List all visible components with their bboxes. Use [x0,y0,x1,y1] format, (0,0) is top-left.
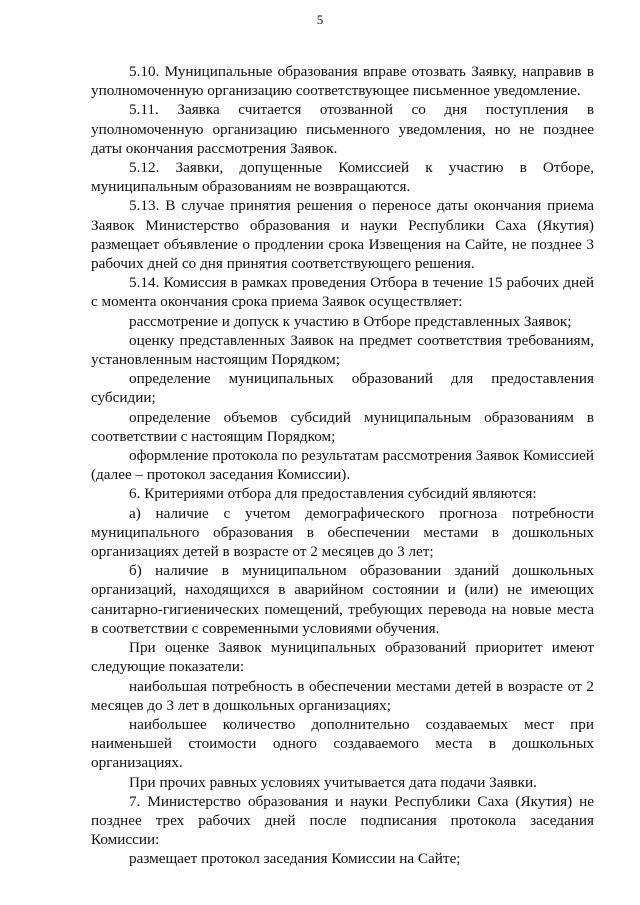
paragraph: При оценке Заявок муниципальных образований приоритет имеют следующие показатели: [91,639,594,676]
paragraph-6: 6. Критериями отбора для предоставления субсидий являются: [129,485,537,503]
list-item: оформление протокола по результатам рассмотрения Заявок Комиссией (далее – протокол заседания Комиссии). [91,447,594,484]
criterion-b: б) наличие в муниципальном образовании зданий дошкольных организаций, находящихся в аварийном состоянии и (или) не имеющих санитарно-гигиенических помещений, требующих перевода на новые места в соответствии с современными условиями обучения. [91,562,594,637]
list-item: определение объемов субсидий муниципальным образованиям в соответствии с настоящим Порядком; [91,408,594,445]
paragraph-5-11: 5.11. Заявка считается отозванной со дня поступления в уполномоченную организацию письменного уведомления, но не позднее даты окончания рассмотрения Заявок. [91,101,594,157]
paragraph-5-12: 5.12. Заявки, допущенные Комиссией к участию в Отборе, муниципальным образованиям не возвращаются. [91,159,594,196]
list-item: определение муниципальных образований для предоставления субсидии; [91,370,594,407]
list-item: размещает протокол заседания Комиссии на Сайте; [129,850,461,868]
paragraph-5-14: 5.14. Комиссия в рамках проведения Отбора в течение 15 рабочих дней с момента окончания срока приема Заявок осуществляет: [91,274,594,311]
list-item: наибольшее количество дополнительно создаваемых мест при наименьшей стоимости одного создаваемого места в дошкольных организациях. [91,715,594,772]
list-item: рассмотрение и допуск к участию в Отборе представленных Заявок; [129,312,572,330]
list-item: наибольшая потребность в обеспечении местами детей в возрасте от 2 месяцев до 3 лет в дошкольных организациях; [91,677,594,714]
paragraph-5-13: 5.13. В случае принятия решения о переносе даты окончания приема Заявок Министерство образования и науки Республики Саха (Якутия) размещает объявление о продлении срока Извещения на Сайте, не позднее 3 рабочих дней со дня принятия соответствующего решения. [91,197,594,273]
paragraph: При прочих равных условиях учитывается дата подачи Заявки. [129,773,537,791]
page-number: 5 [316,12,324,27]
list-item: оценку представленных Заявок на предмет соответствия требованиям, установленным настоящим Порядком; [91,331,594,369]
criterion-a: а) наличие с учетом демографического прогноза потребности муниципального образования в обеспечении местами в дошкольных организациях детей в возрасте от 2 месяцев до 3 лет; [91,504,594,561]
document-body [91,62,594,869]
paragraph-5-10: 5.10. Муниципальные образования вправе отозвать Заявку, направив в уполномоченную организацию соответствующее письменное уведомление. [91,63,594,100]
paragraph-7: 7. Министерство образования и науки Республики Саха (Якутия) не позднее трех рабочих дней после подписания протокола заседания Комиссии: [91,792,594,849]
